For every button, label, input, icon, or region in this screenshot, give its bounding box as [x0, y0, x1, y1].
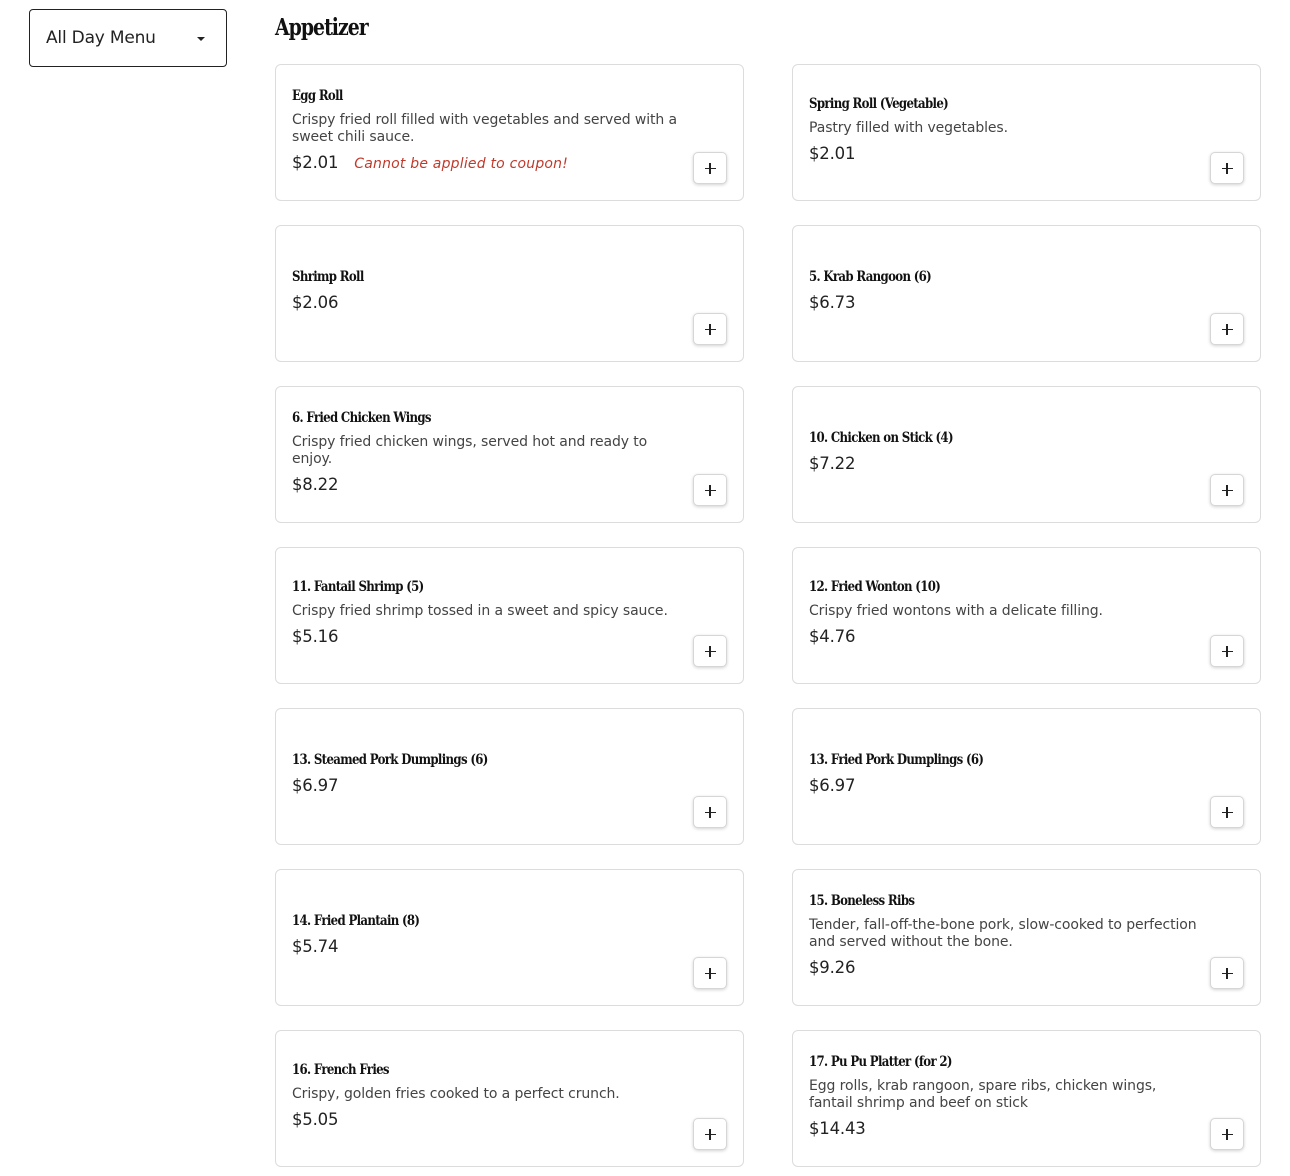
add-item-button[interactable]: [1210, 152, 1244, 184]
item-name: 5. Krab Rangoon (6): [809, 269, 932, 285]
item-name: 14. Fried Plantain (8): [292, 913, 420, 929]
menu-item-card[interactable]: [792, 547, 1261, 684]
item-name: Egg Roll: [292, 87, 343, 104]
plus-icon: [1222, 485, 1233, 496]
item-price: $5.16: [292, 627, 339, 646]
add-item-button[interactable]: [693, 474, 727, 506]
price-row: [809, 454, 1200, 473]
plus-icon: [705, 485, 716, 496]
add-item-button[interactable]: [1210, 635, 1244, 667]
plus-icon: [1222, 646, 1233, 657]
item-description: Crispy fried roll filled with vegetables and served with a sweet chili sauce.: [292, 111, 678, 145]
plus-icon: [1222, 324, 1233, 335]
price-row: [809, 1119, 1200, 1138]
menu-item-card[interactable]: [275, 869, 744, 1006]
price-row: [292, 776, 683, 795]
price-row: [809, 958, 1200, 977]
section-title: Appetizer: [275, 14, 368, 41]
menu-item-card[interactable]: [792, 225, 1261, 362]
price-row: [292, 937, 683, 956]
plus-icon: [705, 1129, 716, 1140]
add-item-button[interactable]: [1210, 1118, 1244, 1150]
item-description: Crispy, golden fries cooked to a perfect crunch.: [292, 1086, 620, 1102]
plus-icon: [705, 163, 716, 174]
item-name: 13. Fried Pork Dumplings (6): [809, 752, 984, 768]
price-row: [292, 153, 683, 172]
item-description: Crispy fried shrimp tossed in a sweet and spicy sauce.: [292, 603, 668, 619]
plus-icon: [705, 968, 716, 979]
menu-selector-dropdown[interactable]: [29, 9, 227, 67]
item-description: Crispy fried wontons with a delicate filling.: [809, 603, 1103, 619]
plus-icon: [1222, 163, 1233, 174]
menu-item-card[interactable]: [275, 64, 744, 201]
plus-icon: [705, 646, 716, 657]
menu-item-card[interactable]: [275, 225, 744, 362]
item-name: 16. French Fries: [292, 1062, 389, 1078]
add-item-button[interactable]: [693, 1118, 727, 1150]
price-row: [809, 144, 1200, 163]
menu-items-grid: [275, 64, 1261, 1167]
price-row: [292, 475, 683, 494]
plus-icon: [1222, 1129, 1233, 1140]
price-row: [292, 293, 683, 312]
add-item-button[interactable]: [1210, 474, 1244, 506]
item-name: 6. Fried Chicken Wings: [292, 409, 431, 426]
menu-item-card[interactable]: [792, 869, 1261, 1006]
menu-item-card[interactable]: [275, 547, 744, 684]
item-name: 11. Fantail Shrimp (5): [292, 579, 424, 595]
menu-item-card[interactable]: [275, 1030, 744, 1167]
item-price: $2.01: [809, 144, 856, 163]
item-price: $5.05: [292, 1110, 339, 1129]
item-description: Pastry filled with vegetables.: [809, 120, 1008, 136]
menu-item-card[interactable]: [792, 386, 1261, 523]
item-price: $9.26: [809, 957, 856, 977]
add-item-button[interactable]: [693, 313, 727, 345]
item-name: 13. Steamed Pork Dumplings (6): [292, 752, 488, 768]
plus-icon: [705, 324, 716, 335]
menu-selector-value: All Day Menu: [46, 28, 156, 48]
plus-icon: [1222, 807, 1233, 818]
item-price: $14.43: [809, 1118, 866, 1138]
plus-icon: [1222, 968, 1233, 979]
item-price: $2.01: [292, 152, 339, 172]
item-price: $6.97: [809, 776, 856, 795]
item-price: $8.22: [292, 474, 339, 494]
add-item-button[interactable]: [1210, 313, 1244, 345]
add-item-button[interactable]: [693, 635, 727, 667]
item-price: $6.73: [809, 293, 856, 312]
item-description: Crispy fried chicken wings, served hot and ready to enjoy.: [292, 433, 648, 467]
plus-icon: [705, 807, 716, 818]
price-row: [809, 293, 1200, 312]
item-price: $6.97: [292, 776, 339, 795]
add-item-button[interactable]: [693, 796, 727, 828]
menu-item-card[interactable]: [275, 386, 744, 523]
menu-item-card[interactable]: [792, 64, 1261, 201]
item-price: $4.76: [809, 627, 856, 646]
menu-item-card[interactable]: [792, 708, 1261, 845]
add-item-button[interactable]: [1210, 957, 1244, 989]
add-item-button[interactable]: [693, 152, 727, 184]
item-name: 17. Pu Pu Platter (for 2): [809, 1053, 952, 1070]
item-name: 15. Boneless Ribs: [809, 892, 915, 909]
item-name: Shrimp Roll: [292, 269, 364, 285]
price-row: [292, 627, 683, 646]
item-name: Spring Roll (Vegetable): [809, 96, 949, 112]
caret-down-icon: [197, 37, 205, 41]
add-item-button[interactable]: [693, 957, 727, 989]
coupon-warning: Cannot be applied to coupon!: [354, 155, 569, 172]
price-row: [809, 627, 1200, 646]
menu-item-card[interactable]: [275, 708, 744, 845]
item-price: $2.06: [292, 293, 339, 312]
item-description: Tender, fall-off-the-bone pork, slow-cooked to perfection and served without the bone.: [809, 916, 1197, 950]
item-description: Egg rolls, krab rangoon, spare ribs, chicken wings, fantail shrimp and beef on stick: [809, 1077, 1157, 1111]
menu-item-card[interactable]: [792, 1030, 1261, 1167]
price-row: [809, 776, 1200, 795]
item-name: 12. Fried Wonton (10): [809, 579, 941, 595]
item-name: 10. Chicken on Stick (4): [809, 430, 953, 446]
add-item-button[interactable]: [1210, 796, 1244, 828]
price-row: [292, 1110, 683, 1129]
item-price: $5.74: [292, 937, 339, 956]
item-price: $7.22: [809, 454, 856, 473]
